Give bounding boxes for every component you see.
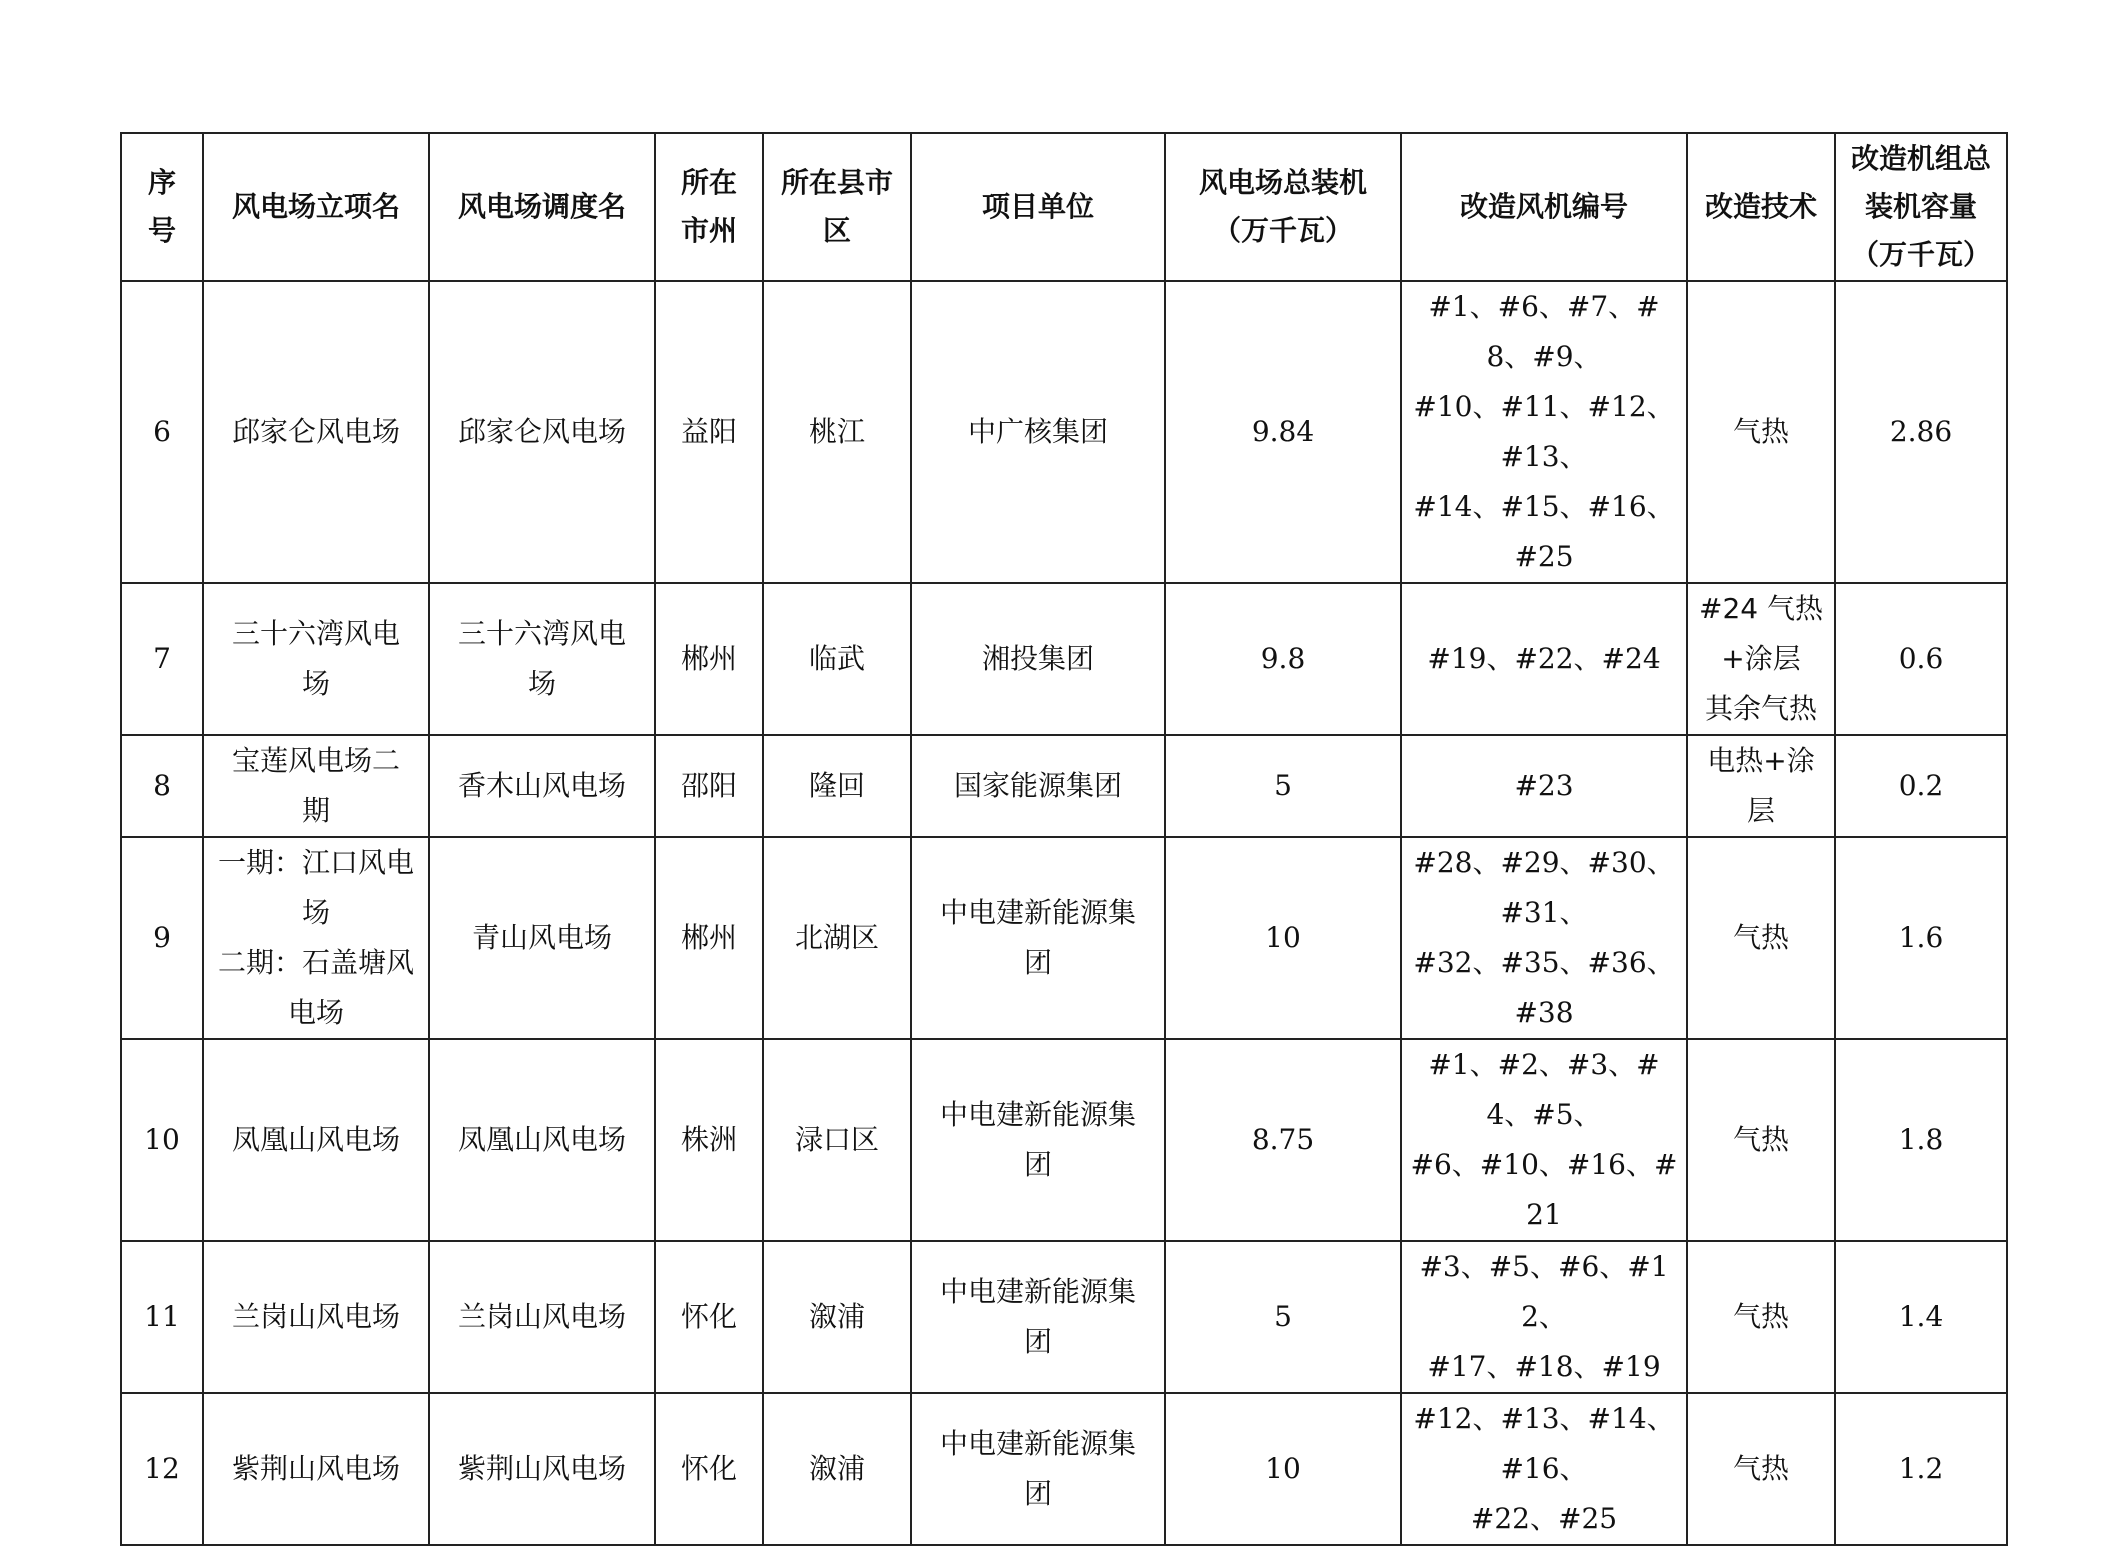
cell-no: 9 bbox=[121, 837, 203, 1039]
cell-dispatch-name: 兰岗山风电场 bbox=[429, 1241, 655, 1393]
cell-tech: 气热 bbox=[1687, 281, 1835, 583]
table-row bbox=[121, 1039, 2007, 1241]
cell-unit: 中电建新能源集 团 bbox=[911, 1393, 1165, 1545]
cell-city: 益阳 bbox=[655, 281, 763, 583]
header-project-name: 风电场立项名 bbox=[203, 133, 429, 281]
cell-retrofit-capacity: 1.6 bbox=[1835, 837, 2007, 1039]
cell-county: 临武 bbox=[763, 583, 911, 735]
header-total-capacity: 风电场总装机 （万千瓦） bbox=[1165, 133, 1401, 281]
wind-farm-retrofit-table bbox=[120, 132, 2008, 1546]
cell-county: 溆浦 bbox=[763, 1241, 911, 1393]
cell-county: 渌口区 bbox=[763, 1039, 911, 1241]
cell-turbine-ids: #1、#2、#3、#4、#5、 #6、#10、#16、#21 bbox=[1401, 1039, 1687, 1241]
cell-unit: 湘投集团 bbox=[911, 583, 1165, 735]
cell-tech: #24 气热 +涂层 其余气热 bbox=[1687, 583, 1835, 735]
cell-no: 10 bbox=[121, 1039, 203, 1241]
cell-unit: 中广核集团 bbox=[911, 281, 1165, 583]
header-city: 所在 市州 bbox=[655, 133, 763, 281]
cell-turbine-ids: #23 bbox=[1401, 735, 1687, 837]
cell-unit: 中电建新能源集 团 bbox=[911, 1241, 1165, 1393]
table-row bbox=[121, 281, 2007, 583]
cell-tech: 气热 bbox=[1687, 1393, 1835, 1545]
cell-total-capacity: 5 bbox=[1165, 735, 1401, 837]
cell-retrofit-capacity: 1.4 bbox=[1835, 1241, 2007, 1393]
table-row bbox=[121, 583, 2007, 735]
cell-retrofit-capacity: 1.2 bbox=[1835, 1393, 2007, 1545]
cell-tech: 气热 bbox=[1687, 837, 1835, 1039]
cell-turbine-ids: #3、#5、#6、#12、 #17、#18、#19 bbox=[1401, 1241, 1687, 1393]
header-turbine-ids: 改造风机编号 bbox=[1401, 133, 1687, 281]
cell-city: 邵阳 bbox=[655, 735, 763, 837]
cell-retrofit-capacity: 0.2 bbox=[1835, 735, 2007, 837]
header-no: 序 号 bbox=[121, 133, 203, 281]
header-tech: 改造技术 bbox=[1687, 133, 1835, 281]
cell-dispatch-name: 三十六湾风电 场 bbox=[429, 583, 655, 735]
cell-total-capacity: 5 bbox=[1165, 1241, 1401, 1393]
cell-project-name: 三十六湾风电 场 bbox=[203, 583, 429, 735]
cell-unit: 国家能源集团 bbox=[911, 735, 1165, 837]
cell-no: 11 bbox=[121, 1241, 203, 1393]
cell-dispatch-name: 香木山风电场 bbox=[429, 735, 655, 837]
cell-unit: 中电建新能源集 团 bbox=[911, 837, 1165, 1039]
cell-tech: 电热+涂 层 bbox=[1687, 735, 1835, 837]
cell-unit: 中电建新能源集 团 bbox=[911, 1039, 1165, 1241]
header-county: 所在县市 区 bbox=[763, 133, 911, 281]
cell-tech: 气热 bbox=[1687, 1039, 1835, 1241]
cell-no: 7 bbox=[121, 583, 203, 735]
cell-total-capacity: 8.75 bbox=[1165, 1039, 1401, 1241]
cell-total-capacity: 9.8 bbox=[1165, 583, 1401, 735]
cell-retrofit-capacity: 0.6 bbox=[1835, 583, 2007, 735]
cell-city: 郴州 bbox=[655, 837, 763, 1039]
cell-turbine-ids: #19、#22、#24 bbox=[1401, 583, 1687, 735]
cell-city: 郴州 bbox=[655, 583, 763, 735]
cell-no: 8 bbox=[121, 735, 203, 837]
table-row bbox=[121, 1393, 2007, 1545]
header-dispatch-name: 风电场调度名 bbox=[429, 133, 655, 281]
header-retrofit-capacity: 改造机组总 装机容量 （万千瓦） bbox=[1835, 133, 2007, 281]
cell-no: 6 bbox=[121, 281, 203, 583]
cell-turbine-ids: #1、#6、#7、#8、#9、 #10、#11、#12、#13、 #14、#15、#16、#25 bbox=[1401, 281, 1687, 583]
cell-county: 溆浦 bbox=[763, 1393, 911, 1545]
cell-retrofit-capacity: 2.86 bbox=[1835, 281, 2007, 583]
cell-county: 桃江 bbox=[763, 281, 911, 583]
cell-city: 株洲 bbox=[655, 1039, 763, 1241]
table-row bbox=[121, 1241, 2007, 1393]
cell-project-name: 宝莲风电场二 期 bbox=[203, 735, 429, 837]
cell-turbine-ids: #12、#13、#14、#16、 #22、#25 bbox=[1401, 1393, 1687, 1545]
cell-city: 怀化 bbox=[655, 1241, 763, 1393]
cell-project-name: 紫荆山风电场 bbox=[203, 1393, 429, 1545]
header-unit: 项目单位 bbox=[911, 133, 1165, 281]
cell-project-name: 邱家仑风电场 bbox=[203, 281, 429, 583]
cell-retrofit-capacity: 1.8 bbox=[1835, 1039, 2007, 1241]
cell-tech: 气热 bbox=[1687, 1241, 1835, 1393]
cell-dispatch-name: 青山风电场 bbox=[429, 837, 655, 1039]
cell-project-name: 凤凰山风电场 bbox=[203, 1039, 429, 1241]
table-row bbox=[121, 735, 2007, 837]
cell-project-name: 一期：江口风电 场 二期：石盖塘风 电场 bbox=[203, 837, 429, 1039]
cell-city: 怀化 bbox=[655, 1393, 763, 1545]
cell-dispatch-name: 邱家仑风电场 bbox=[429, 281, 655, 583]
cell-no: 12 bbox=[121, 1393, 203, 1545]
cell-county: 北湖区 bbox=[763, 837, 911, 1039]
cell-county: 隆回 bbox=[763, 735, 911, 837]
cell-total-capacity: 10 bbox=[1165, 1393, 1401, 1545]
cell-dispatch-name: 凤凰山风电场 bbox=[429, 1039, 655, 1241]
cell-total-capacity: 9.84 bbox=[1165, 281, 1401, 583]
cell-total-capacity: 10 bbox=[1165, 837, 1401, 1039]
cell-dispatch-name: 紫荆山风电场 bbox=[429, 1393, 655, 1545]
table-row bbox=[121, 837, 2007, 1039]
cell-project-name: 兰岗山风电场 bbox=[203, 1241, 429, 1393]
table-header-row bbox=[121, 133, 2007, 281]
cell-turbine-ids: #28、#29、#30、#31、 #32、#35、#36、#38 bbox=[1401, 837, 1687, 1039]
